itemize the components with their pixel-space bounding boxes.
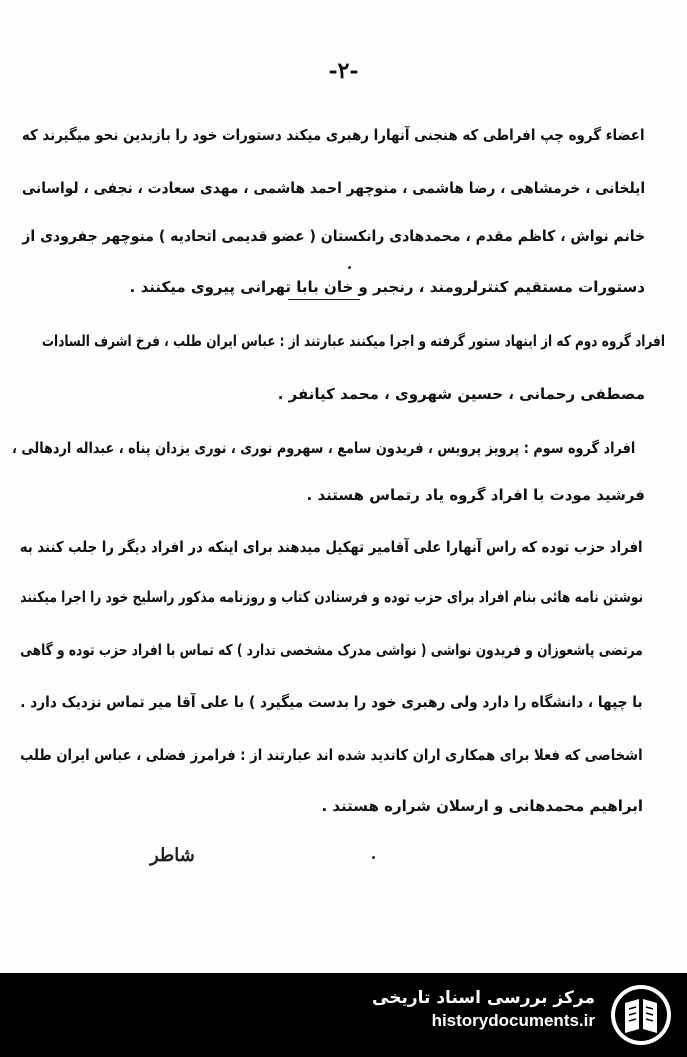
ink-dot [372,856,375,859]
signature: شاطر [150,845,195,866]
text-line: اشخاصی که فعلا برای همکاری اران کاندید شده اند عبارتند از : فرامرز فضلی ، عباس ایران طلب [20,746,643,764]
text-line: ابراهیم محمدهانی و ارسلان شراره هستند . [321,797,643,815]
archive-name: مرکز بررسی اسناد تاریخی [372,988,595,1008]
book-logo-icon [609,983,673,1047]
ink-dot [348,266,351,269]
text-line: خانم نواش ، کاظم مقدم ، محمدهادی رانکستان ( عضو قدیمی اتحادیه ) منوچهر جفرودی از [22,227,645,245]
watermark-footer [0,973,687,1057]
text-line: مصطفی رحمانی ، حسین شهروی ، محمد کیانفر . [277,385,645,403]
handwritten-underline [288,299,360,300]
text-line: نوشتن نامه هائی بنام افراد برای حزب توده و فرستادن کتاب و روزنامه مذکور راسلیح خود را اجرا میکنند [20,588,643,606]
text-line: مرتضی پاشعوزان و فریدون نواشی ( نواشی مدرک مشخصی ندارد ) که تماس با افراد حزب توده و گاهی [20,641,643,659]
text-line: افراد گروه سوم : پرویز پرویس ، فریدون سامع ، سهروم نوری ، نوری یزدان پناه ، عبداله اردهالی ، [11,439,635,457]
text-line: فرشید مودت با افراد گروه یاد رتماس هستند . [306,486,645,504]
text-line: با چپها ، دانشگاه را دارد ولی رهبری خود را بدست میگیرد ) با علی آقا میر تماس نزدیک دارد . [20,693,643,711]
page-number: -۲- [328,58,359,84]
footer-text [372,987,595,1033]
text-line: افراد حزب توده که راس آنهارا علی آقامیر تهکیل میدهند برای اینکه در افراد دیگر را جلب کنند به [20,538,643,556]
archive-url[interactable]: historydocuments.ir [431,1011,595,1030]
text-line: ایلخانی ، خرمشاهی ، رضا هاشمی ، منوچهر احمد هاشمی ، مهدی سعادت ، نجفی ، لواسانی [21,179,645,197]
text-line: دستورات مستقیم کنترلرومند ، رنجبر و خان بابا تهرانی پیروی میکنند . [129,278,645,296]
text-line: افراد گروه دوم که از اینهاد ستور گرفته و اجرا میکنند عبارتند از : عباس ایران طلب ، فرخ اشرف السادات [41,332,665,350]
text-line: اعضاء گروه چپ افراطی که هنجنی آنهارا رهبری میکند دستورات خود را بازبدین نحو میگیرند که [22,126,645,144]
